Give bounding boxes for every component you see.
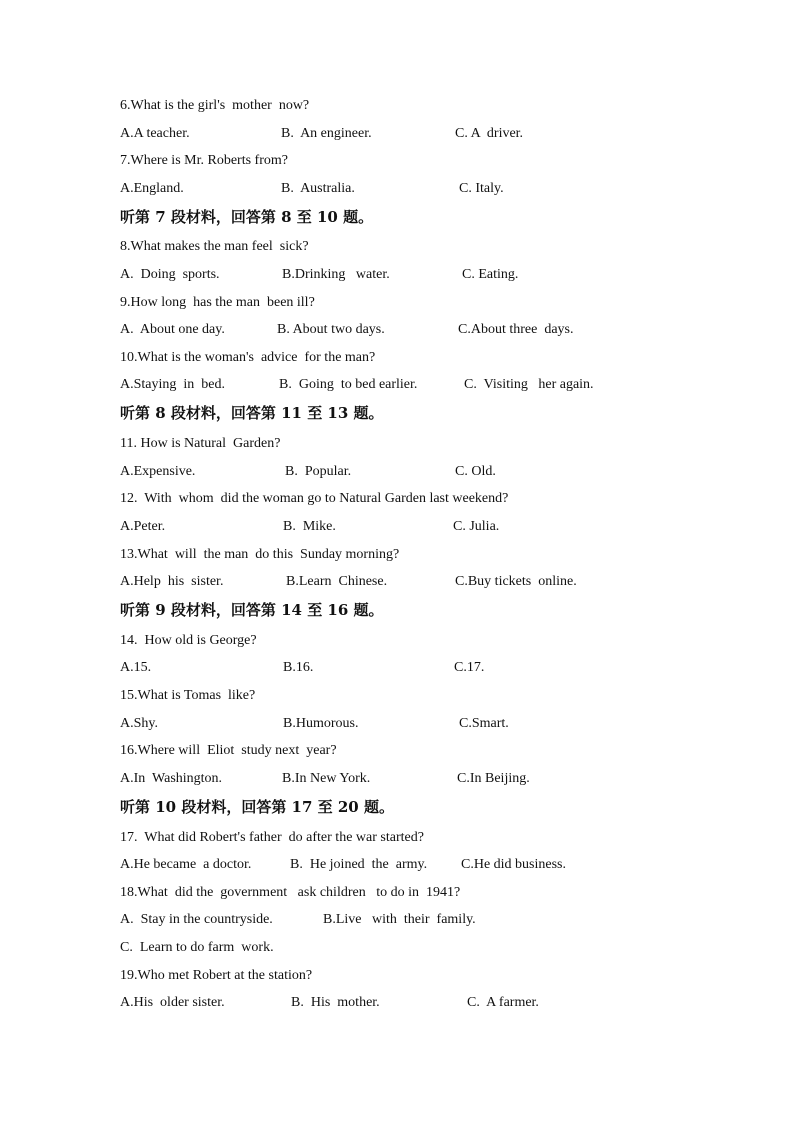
question-15: 15.What is Tomas like? <box>120 688 256 703</box>
option-10a: A.Staying in bed. <box>120 377 225 392</box>
question-18: 18.What did the government ask children to do in 1941? <box>120 885 461 900</box>
option-16c: C.In Beijing. <box>457 771 530 786</box>
option-19c: C. A farmer. <box>467 995 539 1010</box>
question-12: 12. With whom did the woman go to Natural Garden last weekend? <box>120 491 509 506</box>
option-7b: B. Australia. <box>281 181 355 196</box>
option-18b: B.Live with their family. <box>323 912 476 927</box>
option-6b: B. An engineer. <box>281 126 372 141</box>
option-9b: B. About two days. <box>277 322 385 337</box>
option-11b: B. Popular. <box>285 464 352 479</box>
question-6: 6.What is the girl's mother now? <box>120 98 310 113</box>
option-12c: C. Julia. <box>453 519 500 534</box>
option-10b: B. Going to bed earlier. <box>279 377 418 392</box>
option-12b: B. Mike. <box>283 519 336 534</box>
option-19b: B. His mother. <box>291 995 380 1010</box>
option-14a: A.15. <box>120 660 152 675</box>
option-10c: C. Visiting her again. <box>464 377 594 392</box>
question-13: 13.What will the man do this Sunday morning? <box>120 547 400 562</box>
option-16b: B.In New York. <box>282 771 371 786</box>
section-heading-9: 听第 9 段材料，回答第 14 至 16 题。 <box>120 601 384 619</box>
section-heading-10: 听第 10 段材料，回答第 17 至 20 题。 <box>120 798 394 816</box>
question-7: 7.Where is Mr. Roberts from? <box>120 153 288 168</box>
question-19: 19.Who met Robert at the station? <box>120 968 313 983</box>
option-8c: C. Eating. <box>462 267 519 282</box>
question-9: 9.How long has the man been ill? <box>120 295 315 310</box>
option-15a: A.Shy. <box>120 716 158 731</box>
option-15b: B.Humorous. <box>283 716 359 731</box>
option-9a: A. About one day. <box>120 322 225 337</box>
question-14: 14. How old is George? <box>120 633 257 648</box>
question-11: 11. How is Natural Garden? <box>120 436 281 451</box>
option-14c: C.17. <box>454 660 485 675</box>
question-16: 16.Where will Eliot study next year? <box>120 743 337 758</box>
option-17a: A.He became a doctor. <box>120 857 252 872</box>
question-17: 17. What did Robert's father do after the war started? <box>120 830 424 845</box>
option-18c: C. Learn to do farm work. <box>120 940 274 955</box>
option-8a: A. Doing sports. <box>120 267 220 282</box>
option-7c: C. Italy. <box>459 181 504 196</box>
option-17c: C.He did business. <box>461 857 566 872</box>
question-10: 10.What is the woman's advice for the man? <box>120 350 376 365</box>
question-8: 8.What makes the man feel sick? <box>120 239 309 254</box>
option-13b: B.Learn Chinese. <box>286 574 388 589</box>
option-13c: C.Buy tickets online. <box>455 574 577 589</box>
option-17b: B. He joined the army. <box>290 857 428 872</box>
option-11a: A.Expensive. <box>120 464 196 479</box>
option-16a: A.In Washington. <box>120 771 223 786</box>
option-15c: C.Smart. <box>459 716 509 731</box>
option-18a: A. Stay in the countryside. <box>120 912 273 927</box>
option-14b: B.16. <box>283 660 314 675</box>
section-heading-7: 听第 7 段材料，回答第 8 至 10 题。 <box>120 208 374 226</box>
option-12a: A.Peter. <box>120 519 166 534</box>
option-6a: A.A teacher. <box>120 126 190 141</box>
option-6c: C. A driver. <box>455 126 524 141</box>
option-8b: B.Drinking water. <box>282 267 390 282</box>
option-9c: C.About three days. <box>458 322 574 337</box>
option-7a: A.England. <box>120 181 184 196</box>
option-13a: A.Help his sister. <box>120 574 224 589</box>
option-11c: C. Old. <box>455 464 496 479</box>
option-19a: A.His older sister. <box>120 995 225 1010</box>
section-heading-8: 听第 8 段材料，回答第 11 至 13 题。 <box>120 404 384 422</box>
